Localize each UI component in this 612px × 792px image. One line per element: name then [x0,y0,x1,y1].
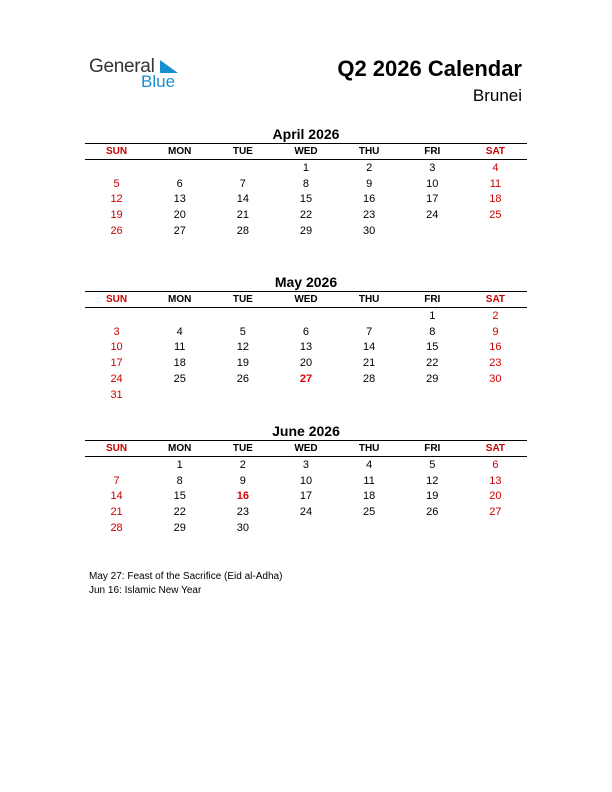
day-cell: 3 [429,161,436,174]
day-cell: 7 [113,474,120,487]
weekday-label: FRI [424,294,441,305]
weekday-label: SAT [485,146,506,157]
day-cell: 14 [236,193,249,206]
day-cell: 12 [110,193,123,206]
day-cell: 12 [426,474,439,487]
logo-general-text: General [89,56,155,77]
day-cell: 3 [302,458,310,471]
day-cell: 24 [426,209,439,222]
weekday-label: TUE [232,443,253,454]
weekday-label: THU [358,443,380,454]
day-cell: 11 [489,177,502,190]
day-cell: 20 [173,209,186,222]
day-cell: 23 [489,357,502,370]
day-cell: 21 [363,357,376,370]
day-cell: 26 [426,506,439,519]
holiday-notes [89,570,282,598]
day-cell: 5 [429,458,436,471]
day-cell: 15 [173,490,186,503]
day-cell: 6 [302,325,310,338]
logo [89,56,189,96]
day-cell: 16 [363,193,376,206]
day-cell: 30 [363,225,376,238]
day-cell: 21 [236,209,249,222]
weekday-label: SAT [485,443,506,454]
week-row [85,160,527,176]
day-cell: 1 [429,309,436,322]
day-cell: 22 [299,209,313,222]
week-row [85,355,527,371]
day-cell: 19 [110,209,123,222]
day-cell: 9 [366,177,373,190]
day-cell: 30 [489,373,502,386]
day-cell: 19 [236,357,249,370]
weekday-label: SUN [106,146,128,157]
day-cell: 27 [489,506,502,519]
day-cell: 25 [173,373,186,386]
day-cell: 24 [299,506,313,519]
day-cell: 1 [176,458,183,471]
day-cell: 8 [429,325,436,338]
day-cell: 18 [489,193,502,206]
day-cell: 16 [236,490,249,503]
day-cell: 2 [239,458,246,471]
day-cell: 17 [110,357,123,370]
day-cell: 23 [236,506,249,519]
day-cell: 28 [236,225,249,238]
day-cell: 10 [426,177,439,190]
month-title: May 2026 [274,274,338,290]
day-cell: 13 [489,474,502,487]
day-cell: 18 [173,357,186,370]
day-cell: 19 [426,490,439,503]
day-cell: 27 [173,225,186,238]
month-block [85,422,527,536]
weekday-label: WED [294,294,318,305]
weekday-header [85,440,527,457]
weekday-label: TUE [232,146,253,157]
weekday-label: FRI [424,443,441,454]
week-row [85,489,527,505]
day-cell: 2 [492,309,499,322]
day-cell: 15 [426,341,439,354]
day-cell: 27 [299,373,313,386]
day-cell: 18 [363,490,376,503]
week-row [85,176,527,192]
weekday-label: TUE [232,294,253,305]
weekday-header [85,143,527,160]
month-block [85,273,527,403]
day-cell: 30 [236,522,249,535]
day-cell: 11 [174,341,186,354]
day-cell: 26 [110,225,123,238]
weekday-label: FRI [424,146,441,157]
week-row [85,473,527,489]
day-cell: 7 [239,177,246,190]
day-cell: 22 [426,357,439,370]
day-cell: 7 [366,325,373,338]
day-cell: 15 [299,193,313,206]
day-cell: 28 [110,522,123,535]
month-block [85,125,527,239]
holiday-note: Jun 16: Islamic New Year [89,585,202,596]
day-cell: 21 [110,506,123,519]
day-cell: 20 [489,490,502,503]
weekday-header [85,291,527,308]
day-cell: 25 [363,506,376,519]
day-cell: 8 [176,474,183,487]
day-cell: 4 [176,325,183,338]
day-cell: 28 [363,373,376,386]
page-title: Q2 2026 Calendar [337,56,522,81]
week-row [85,324,527,340]
week-row [85,340,527,356]
day-cell: 24 [110,373,123,386]
day-cell: 6 [176,177,183,190]
holiday-note: May 27: Feast of the Sacrifice (Eid al-Adha) [89,571,283,582]
day-cell: 14 [110,490,123,503]
weekday-label: WED [294,146,318,157]
month-title: April 2026 [272,126,340,142]
week-row [85,207,527,223]
day-cell: 23 [363,209,376,222]
country-name: Brunei [472,86,522,105]
weekday-label: MON [168,443,192,454]
day-cell: 3 [113,325,120,338]
week-row [85,387,527,403]
day-cell: 5 [113,177,120,190]
day-cell: 14 [363,341,376,354]
week-row [85,504,527,520]
day-cell: 22 [173,506,186,519]
day-cell: 9 [492,325,499,338]
day-cell: 29 [426,373,439,386]
week-row [85,457,527,473]
day-cell: 11 [363,474,375,487]
weekday-label: SUN [106,294,128,305]
week-row [85,520,527,536]
day-cell: 4 [492,161,499,174]
day-cell: 31 [110,388,123,401]
day-cell: 6 [492,458,499,471]
day-cell: 5 [239,325,246,338]
week-row [85,223,527,239]
day-cell: 26 [236,373,249,386]
week-row [85,192,527,208]
day-cell: 12 [236,341,249,354]
day-cell: 1 [302,161,310,174]
day-cell: 10 [299,474,313,487]
day-cell: 20 [299,357,313,370]
week-row [85,371,527,387]
logo-blue-text: Blue [141,72,176,91]
day-cell: 4 [366,458,373,471]
day-cell: 8 [302,177,310,190]
day-cell: 17 [426,193,439,206]
day-cell: 17 [299,490,313,503]
day-cell: 13 [173,193,186,206]
day-cell: 29 [299,225,313,238]
day-cell: 10 [110,341,123,354]
weekday-label: MON [168,294,192,305]
day-cell: 16 [489,341,502,354]
month-title: June 2026 [272,423,340,439]
day-cell: 9 [239,474,246,487]
weekday-label: THU [358,294,380,305]
week-row [85,308,527,324]
day-cell: 2 [366,161,373,174]
day-cell: 25 [489,209,502,222]
weekday-label: WED [294,443,318,454]
weekday-label: MON [168,146,192,157]
day-cell: 29 [173,522,186,535]
weekday-label: THU [358,146,380,157]
weekday-label: SUN [106,443,128,454]
day-cell: 13 [299,341,313,354]
weekday-label: SAT [485,294,506,305]
